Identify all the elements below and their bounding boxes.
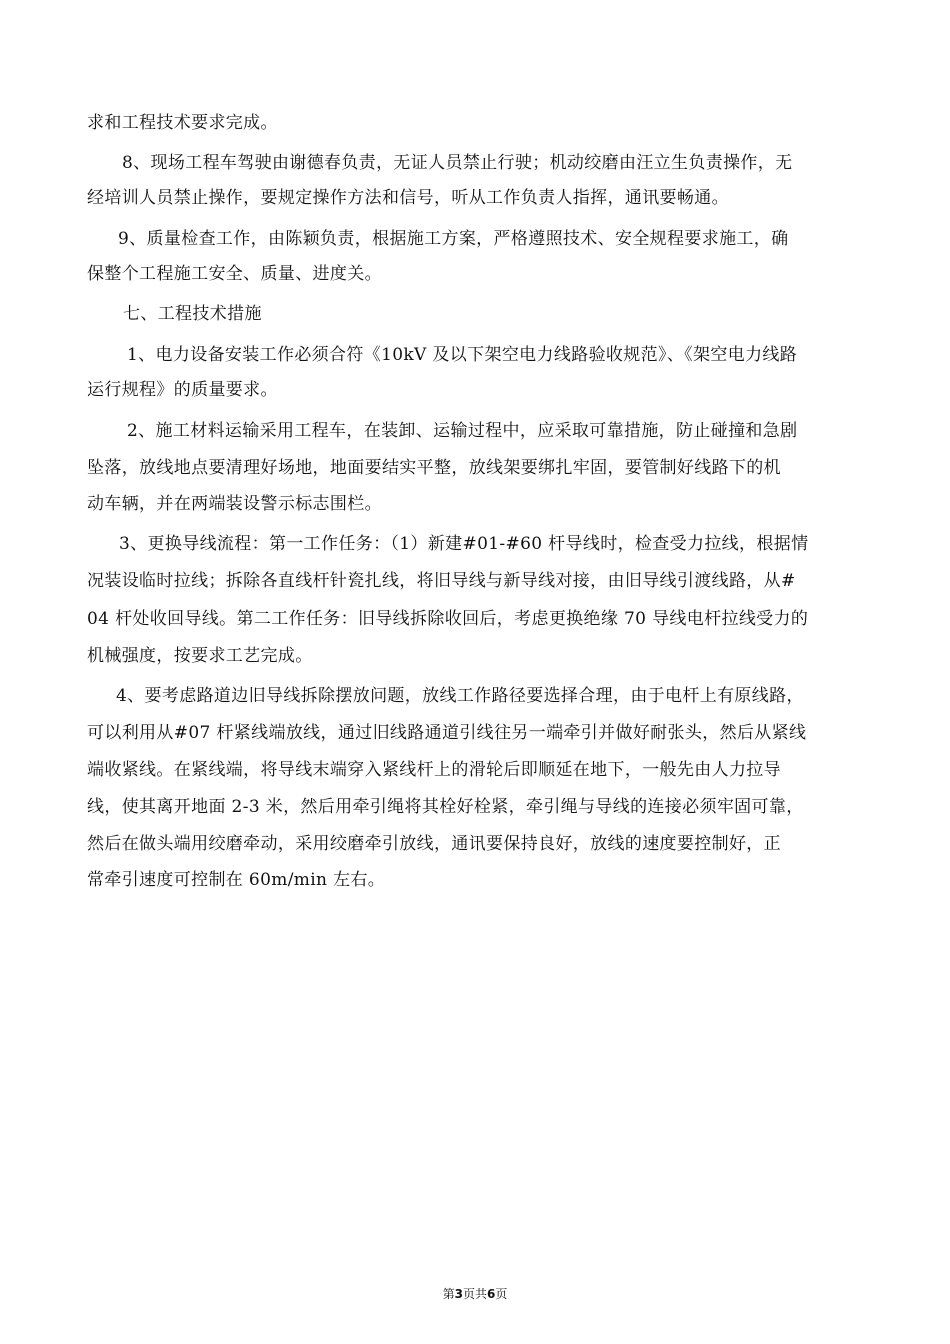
text-line: 8、现场工程车驾驶由谢德春负责，无证人员禁止行驶；机动绞磨由汪立生负责操作，无 xyxy=(122,153,793,173)
text-line: 然后在做头端用绞磨牵动，采用绞磨牵引放线，通讯要保持良好，放线的速度要控制好，正 xyxy=(87,834,781,854)
text-line: 保整个工程施工安全、质量、进度关。 xyxy=(87,264,382,284)
text-line: 常牵引速度可控制在 60m/min 左右。 xyxy=(87,870,386,890)
footer-middle: 页共 xyxy=(462,1287,487,1301)
text-line: 运行规程》的质量要求。 xyxy=(87,380,278,400)
text-line: 经培训人员禁止操作，要规定操作方法和信号，听从工作负责人指挥，通讯要畅通。 xyxy=(87,188,729,208)
text-line: 3、更换导线流程：第一工作任务：（1）新建#01-#60 杆导线时，检查受力拉线，根据情 xyxy=(119,534,809,554)
current-page-number: 3 xyxy=(454,1287,463,1301)
text-line: 况装设临时拉线；拆除各直线杆针瓷扎线，将旧导线与新导线对接，由旧导线引渡线路，从# xyxy=(87,571,796,591)
section-heading: 七、工程技术措施 xyxy=(123,304,262,324)
footer-suffix: 页 xyxy=(495,1287,508,1301)
text-line: 坠落，放线地点要清理好场地，地面要结实平整，放线架要绑扎牢固，要管制好线路下的机 xyxy=(87,458,781,478)
text-line: 4、要考虑路道边旧导线拆除摆放问题，放线工作路径要选择合理，由于电杆上有原线路， xyxy=(116,686,804,706)
text-line: 机械强度，按要求工艺完成。 xyxy=(87,646,313,666)
page-footer xyxy=(0,1285,950,1302)
footer-prefix: 第 xyxy=(442,1287,455,1301)
text-line: 9、质量检查工作，由陈颖负责，根据施工方案，严格遵照技术、安全规程要求施工，确 xyxy=(118,229,789,249)
text-line: 2、施工材料运输采用工程车，在装卸、运输过程中，应采取可靠措施，防止碰撞和急剧 xyxy=(127,421,798,441)
text-line: 求和工程技术要求完成。 xyxy=(87,113,278,133)
text-line: 线，使其离开地面 2-3 米，然后用牵引绳将其栓好栓紧，牵引绳与导线的连接必须牢固可靠， xyxy=(87,797,804,817)
total-pages-number: 6 xyxy=(487,1287,496,1301)
text-line: 端收紧线。在紧线端，将导线末端穿入紧线杆上的滑轮后即顺延在地下，一般先由人力拉导 xyxy=(87,760,781,780)
text-line: 动车辆，并在两端装设警示标志围栏。 xyxy=(87,494,382,514)
text-line: 04 杆处收回导线。第二工作任务：旧导线拆除收回后，考虑更换绝缘 70 导线电杆拉线受力的 xyxy=(87,609,809,629)
text-line: 1、电力设备安装工作必须合符《10kV 及以下架空电力线路验收规范》、《架空电力线路 xyxy=(127,345,798,365)
text-line: 可以利用从#07 杆紧线端放线，通过旧线路通道引线往另一端牵引并做好耐张头，然后从紧线 xyxy=(87,723,807,743)
